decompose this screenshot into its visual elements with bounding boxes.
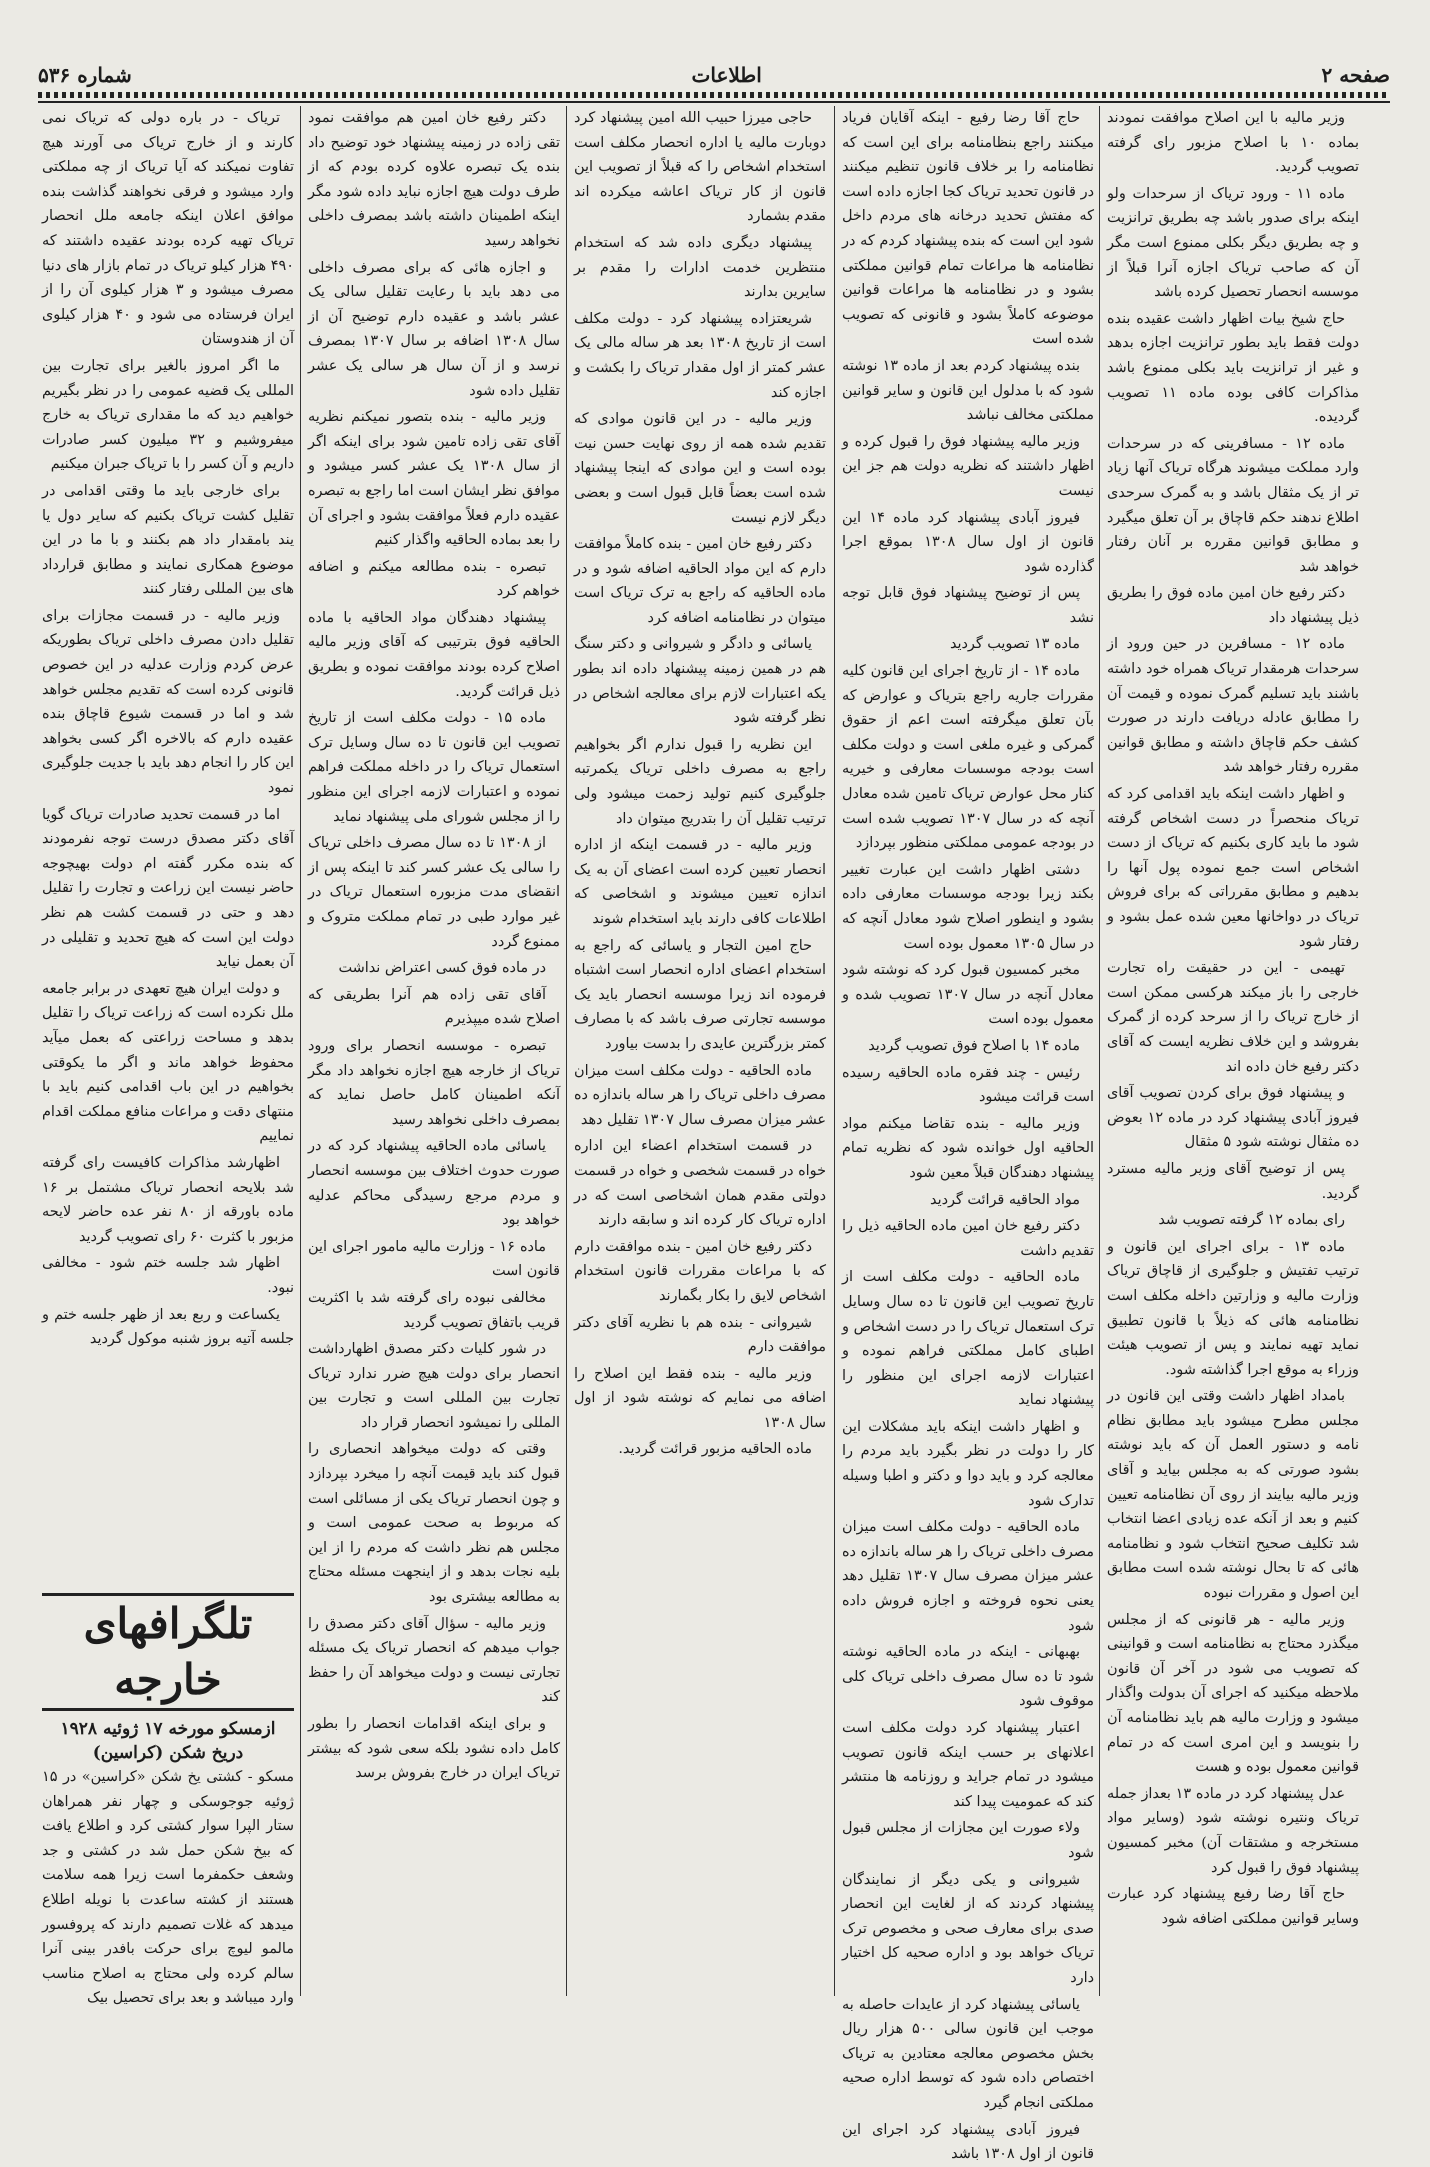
article-paragraph: عدل پیشنهاد کرد در ماده ۱۳ بعداز جمله تریاک ونتیره نوشته شود (وسایر مواد مستخرجه و مشتقات آن) مخبر کمسیون پیشنهاد فوق را قبول کرد xyxy=(1107,1785,1359,1876)
article-paragraph: بامداد اظهار داشت وقتی این قانون در مجلس مطرح میشود باید مطابق نظام نامه و دستور العمل آن که باید نوشته بشود صورتی که به مجلس بیاید و آقای وزیر مالیه بیایند از روی آن نظامنامه تعیین کنیم و بعد از آنکه عده زیادی اعضا انتخاب شد تکلیف صحیح انتخاب شود و نظامنامه هائی که تا بحال نوشته شده است مطابق این اصول و مقررات نبوده xyxy=(1107,1388,1359,1602)
article-paragraph: ماده ۱۱ - ورود تریاک از سرحدات ولو اینکه برای صدور باشد چه بطریق ترانزیت و چه بطریق دیگر بکلی ممنوع است مگر آن که صاحب تریاک اجازه آنرا قبلاً از موسسه انحصار تحصیل کرده باشد xyxy=(1107,185,1359,301)
article-paragraph: ماده ۱۵ - دولت مکلف است از تاریخ تصویب این قانون تا ده سال وسایل ترک استعمال تریاک را در داخله مملکت فراهم نموده و اعتبارات لازمه اجرای این منظور را از مجلس شورای ملی پیشنهاد نماید xyxy=(308,710,560,825)
article-paragraph: دکتر رفیع خان امین - بنده کاملاً موافقت دارم که این مواد الحاقیه اضافه شود و در ماده الحاقیه که راجع به ترک تریاک است میتوان در نظامنامه اضافه کرد xyxy=(574,536,826,626)
page-header xyxy=(38,58,1390,92)
telegram-paragraph: مسکو - کشتی یخ شکن «کراسین» در ۱۵ ژوئیه جوجوسکی و چهار نفر همراهان ستار الپرا سوار کشتی کرد و اطلاع یافت که بیخ شکن حمل شد در کشتی و جد وشعف حکمفرما است زیرا همه سلامت هستند از کشته ساعدت با نویله اطلاع میدهد که غلات تصمیم دارند که پروفسور مالمو لیوچ برای حرکت بافدر بینی آنرا سالم کرده ولی محتاج به اصلاح مناسب وارد میباشد و بعد برای تحصیل بیک xyxy=(42,1769,294,2007)
article-paragraph: شریعتزاده پیشنهاد کرد - دولت مکلف است از تاریخ ۱۳۰۸ بعد هر ساله مالی یک عشر کمتر از اول مقدار تریاک را بکشت و اجازه کند xyxy=(574,310,826,401)
issue-number: شماره ۵۳۶ xyxy=(38,63,132,87)
article-paragraph: وزیر مالیه پیشنهاد فوق را قبول کرده و اظهار داشتند که نظریه دولت هم جز این نیست xyxy=(842,433,1094,499)
article-paragraph: بنده پیشنهاد کردم بعد از ماده ۱۳ نوشته شود که با مدلول این قانون و سایر قوانین مملکتی مخالف نباشد xyxy=(842,357,1094,424)
article-paragraph: ماده ۱۴ با اصلاح فوق تصویب گردید xyxy=(868,1037,1080,1054)
article-paragraph: دکتر رفیع خان امین ماده فوق را بطریق ذیل پیشنهاد داد xyxy=(1107,585,1359,626)
article-paragraph: حاجی میرزا حبیب الله امین پیشنهاد کرد دوبارت مالیه یا اداره انحصار مکلف است استخدام اشخاص را که قبلاً از تصویب این قانون از کار تریاک اعاشه میکرده اند مقدم بشمارد xyxy=(574,110,826,225)
article-paragraph: و اظهار داشت اینکه باید اقدامی کرد که تریاک منحصراً در دست اشخاص گرفته شود ما باید کاری بکنیم که تریاک از دست اشخاص است جمع نموده پول آنها را بدهیم و مطابق مقرراتی که برای فروش تریاک در دواخانها معین شده عمل بشود و رفتار شود xyxy=(1107,786,1359,950)
foreign-telegrams-section xyxy=(42,1593,294,2007)
article-paragraph: ولاء صورت این مجازات از مجلس قبول شود xyxy=(842,1820,1094,1861)
article-paragraph: ماده الحاقیه - دولت مکلف است میزان مصرف داخلی تریاک را هر ساله باندازه ده عشر میزان مصرف سال ۱۳۰۷ تقلیل دهد xyxy=(574,1062,826,1128)
article-paragraph: این نظریه را قبول ندارم اگر بخواهیم راجع به مصرف داخلی تریاک یکمرتبه جلوگیری کنیم تولید زحمت میشود ولی ترتیب تقلیل آن را بتدریج میتوان داد xyxy=(574,736,826,827)
article-paragraph: وزیر مالیه با این اصلاح موافقت نمودند بماده ۱۰ با اصلاح مزبور رای گرفته تصویب گردید. xyxy=(1107,110,1359,176)
article-paragraph: ما اگر امروز بالغیر برای تجارت بین المللی یک قضیه عمومی را در نظر بگیریم خواهیم دید که ما مقداری تریاک به خارج میفروشیم و ۳۲ میلیون کسر صادرات داریم و آن کسر را با تریاک جبران میکنیم xyxy=(42,357,294,473)
article-paragraph: ماده ۱۳ تصویب گردید xyxy=(949,636,1080,653)
article-paragraph: رئیس - چند فقره ماده الحاقیه رسیده است قرائت میشود xyxy=(842,1064,1094,1106)
article-paragraph: پس از توضیح پیشنهاد فوق قابل توجه نشد xyxy=(842,585,1094,626)
foreign-telegrams-title: تلگرافهای خارجه xyxy=(42,1593,294,1711)
article-paragraph: دشتی اظهار داشت این عبارت تغییر بکند زیرا بودجه موسسات معارفی داده بشود و اینطور اصلاح شود معادل آنچه که در سال ۱۳۰۵ معمول بوده است xyxy=(842,861,1094,952)
column-divider xyxy=(300,106,301,1996)
article-paragraph: فیروز آبادی پیشنهاد کرد ماده ۱۴ این قانون از اول سال ۱۳۰۸ بموقع اجرا گذارده شود xyxy=(842,509,1094,575)
column-divider xyxy=(566,106,567,1996)
article-paragraph: حاج آقا رضا رفیع پیشنهاد کرد عبارت وسایر قوانین مملکتی اضافه شود xyxy=(1107,1886,1359,1927)
article-paragraph: تبصره - بنده مطالعه میکنم و اضافه خواهم کرد xyxy=(308,558,560,600)
article-paragraph: وزیر مالیه - بنده تقاضا میکنم مواد الحاقیه اول خوانده شود که نظریه تمام پیشنهاد دهندگان قبلاً معین شود xyxy=(842,1115,1094,1181)
article-paragraph: آقای تقی زاده هم آنرا بطریقی که اصلاح شده میپذیرم xyxy=(308,986,560,1028)
article-paragraph: ماده ۱۶ - وزارت مالیه مامور اجرای این قانون است xyxy=(308,1238,560,1280)
telegram-dateline: ازمسکو مورخه ۱۷ ژوئیه ۱۹۲۸ xyxy=(60,1719,276,1739)
article-paragraph: تهیمی - این در حقیقت راه تجارت خارجی را باز میکند هرکسی ممکن است از خارج تریاک را از سرحد کرده از گمرک بفروشد و این خلاف نظریه ایست که آقای دکتر رفیع خان داده اند xyxy=(1107,960,1359,1075)
article-paragraph: پیشنهاد دهندگان مواد الحاقیه با ماده الحاقیه فوق بترتیبی که آقای وزیر مالیه اصلاح کرده بودند موافقت نموده و بطریق ذیل قرائت گردید. xyxy=(308,609,560,700)
article-paragraph: شیروانی و یکی دیگر از نمایندگان پیشنهاد کردند که از لغایت این انحصار صدی برای معارف صحی و مخصوص ترک تریاک خواهد بود و اداره صحیه کل اختیار دارد xyxy=(842,1871,1094,1986)
column-2 xyxy=(842,106,1094,2163)
column-1 xyxy=(1107,106,1359,1994)
header-rule xyxy=(38,101,1390,103)
article-paragraph: در قسمت استخدام اعضاء این اداره خواه در قسمت شخصی و خواه در قسمت دولتی مقدم همان اشخاصی است که در اداره تریاک کار کرده اند و سابقه دارند xyxy=(574,1138,826,1229)
column-5 xyxy=(42,106,294,1581)
page-number: صفحه ۲ xyxy=(1321,63,1390,87)
article-paragraph: اعتبار پیشنهاد کرد دولت مکلف است اعلانهای بر حسب اینکه قانون تصویب میشود در تمام جراید و روزنامه ها منتشر کند که عمومیت پیدا کند xyxy=(842,1720,1094,1810)
article-paragraph: دکتر رفیع خان امین ماده الحاقیه ذیل را تقدیم داشت xyxy=(842,1218,1094,1259)
article-paragraph: ماده ۱۳ - برای اجرای این قانون و ترتیب تفتیش و جلوگیری از قاچاق تریاک وزارت مالیه و وزارتین داخله مکلف است نظامنامه هائی که ذیلاً با قانون تطبیق نماید تهیه نمایند و پس از تصویب هیئت وزراء به موقع اجرا گذاشته شود. xyxy=(1107,1238,1359,1378)
header-ornament-rule xyxy=(38,92,1390,98)
article-paragraph: حاج امین التجار و یاسائی که راجع به استخدام اعضای اداره انحصار است اشتباه فرموده اند زیرا موسسه انحصار باید یک موسسه تجارتی صرف باشد که با مصارف کمتر بزرگترین عایدی را بدست بیاورد xyxy=(574,937,826,1052)
article-paragraph: ماده الحاقیه مزبور قرائت گردید. xyxy=(618,1441,812,1458)
article-paragraph: یاسائی پیشنهاد کرد از عایدات حاصله به موجب این قانون سالی ۵۰۰ هزار ریال بخش مخصوص معالجه معتادین به تریاک اختصاص داده شود که توسط اداره صحیه مملکتی انجام گیرد xyxy=(842,1996,1094,2111)
article-paragraph: ماده ۱۴ - از تاریخ اجرای این قانون کلیه مقررات جاریه راجع بتریاک و عوارض که بآن تعلق میگرفته است اعم از حقوق گمرکی و غیره ملغی است و دولت مکلف است بودجه موسسات معارفی و خیریه کنار محل عوارض تریاک تامین شده معادل آنچه که در سال ۱۳۰۷ تصویب شده است در بودجه عمومی مملکتی منظور بپردازد xyxy=(842,663,1094,852)
article-paragraph: وزیر مالیه - در قسمت اینکه از اداره انحصار تعیین کرده است اعضای آن به یک اندازه تعیین میشوند و اشخاصی که اطلاعات کافی دارند باید استخدام شوند xyxy=(574,837,826,927)
article-paragraph: یاسائی ماده الحاقیه پیشنهاد کرد که در صورت حدوث اختلاف بین موسسه انحصار و مردم مرجع رسیدگی محاکم عدلیه خواهد بود xyxy=(308,1138,560,1229)
article-paragraph: وزیر مالیه - در قسمت مجازات برای تقلیل دادن مصرف داخلی تریاک بطوریکه عرض کردم وزارت عدلیه در این خصوص قانونی کرده است که تقدیم مجلس خواهد شد و اما در قسمت شیوع قاچاق بنده عقیده دارم که بالاخره اگر کسی بخواهد این کار را انجام دهد باید با جدیت جلوگیری نمود xyxy=(42,607,294,797)
article-paragraph: مخبر کمسیون قبول کرد که نوشته شود معادل آنچه در سال ۱۳۰۷ تصویب شده و معمول بوده است xyxy=(842,962,1094,1028)
article-paragraph: پس از توضیح آقای وزیر مالیه مسترد گردید. xyxy=(1107,1160,1359,1202)
article-paragraph: تریاک - در باره دولی که تریاک نمی کارند و از خارج تریاک می آورند هیچ تفاوت نمیکند که آیا تریاک از چه مملکتی وارد میشود و فرقی نخواهند گذاشت بنده موافق اعلان اینکه جامعه ملل انحصار تریاک تهیه کرده بودند عقیده داشتند که ۴۹۰ هزار کیلو تریاک در تمام بازار های دنیا مصرف میشود و ۳ هزار کیلوی آن را از ایران فرستاده می شود و ۴۰ هزار کیلوی آن از هندوستان xyxy=(42,110,294,348)
article-paragraph: مخالفی نبوده رای گرفته شد با اکثریت قریب باتفاق تصویب گردید xyxy=(308,1289,560,1331)
article-paragraph: پیشنهاد دیگری داده شد که استخدام منتظرین خدمت ادارات را مقدم بر سایرین بدارند xyxy=(574,234,826,301)
telegram-body xyxy=(42,1765,294,2011)
article-paragraph: رای بماده ۱۲ گرفته تصویب شد xyxy=(1158,1212,1345,1229)
article-paragraph: و برای اینکه اقدامات انحصار را بطور کامل داده نشود بلکه سعی شود که بیشتر تریاک ایران در خارج بفروش برسد xyxy=(308,1716,560,1782)
article-paragraph: شیروانی - بنده هم با نظریه آقای دکتر موافقت دارم xyxy=(574,1314,826,1356)
article-paragraph: تبصره - موسسه انحصار برای ورود تریاک از خارجه هیچ اجازه نخواهد داد مگر آنکه اطمینان کامل حاصل نماید که بمصرف داخلی نخواهد رسید xyxy=(308,1037,560,1128)
column-divider xyxy=(834,106,835,1996)
article-paragraph: دکتر رفیع خان امین هم موافقت نمود تقی زاده در زمینه پیشنهاد خود توضیح داد بنده یک تبصره علاوه کرده بودم که از طرف دولت هیچ اجازه نباید داده شود مگر اینکه اطمینان داشته باشد بمصرف داخلی نخواهد رسید xyxy=(308,110,560,249)
article-paragraph: وزیر مالیه - بنده بتصور نمیکنم نظریه آقای تقی زاده تامین شود برای اینکه اگر از سال ۱۳۰۸ یک عشر کسر میشود و موافق نظر ایشان است اما راجع به تبصره عقیده دارم فعلاً موافقت بشود و اجرای آن را بعد بماده الحاقیه واگذار کنیم xyxy=(308,409,560,549)
article-paragraph: اظهارشد مذاکرات کافیست رای گرفته شد بلایحه انحصار تریاک مشتمل بر ۱۶ ماده باورقه از ۸۰ نفر عده حاضر لایحه مزبور با کثرت ۶۰ رای تصویب گردید xyxy=(42,1154,294,1245)
article-paragraph: از ۱۳۰۸ تا ده سال مصرف داخلی تریاک را سالی یک عشر کسر کند تا اینکه پس از انقضای مدت مزبوره استعمال تریاک در غیر موارد طبی در تمام مملکت متروک و ممنوع گردد xyxy=(308,835,560,950)
article-paragraph: مواد الحاقیه قرائت گردید xyxy=(930,1191,1080,1208)
article-paragraph: حاج شیخ بیات اظهار داشت عقیده بنده دولت فقط باید بطور ترانزیت اجازه بدهد و غیر از ترانزیت باید بکلی ممنوع باشد مذاکرات کافی بوده ماده ۱۱ تصویب گردیده. xyxy=(1107,310,1359,426)
article-paragraph: ماده الحاقیه - دولت مکلف است میزان مصرف داخلی تریاک را هر ساله باندازه ده عشر میزان مصرف سال ۱۳۰۷ تقلیل دهد یعنی نحوه فروخته و اجازه فروش داده شود xyxy=(842,1519,1094,1634)
article-paragraph: و اظهار داشت اینکه باید مشکلات این کار را دولت در نظر بگیرد باید مردم را معالجه کرد و باید دوا و دکتر و اطبا وسیله تدارک شود xyxy=(842,1418,1094,1509)
article-paragraph: اما در قسمت تحدید صادرات تریاک گویا آقای دکتر مصدق درست توجه نفرمودند که بنده مکرر گفته ام دولت بهیچوجه حاضر نیست این زراعت و تجارت را تقلیل دهد و حتی در قسمت کشت هم نظر دولت این است که هیچ تحدید و تقلیلی در آن بعمل نیاید xyxy=(42,806,294,971)
column-4 xyxy=(308,106,560,1994)
paper-name: اطلاعات xyxy=(691,63,762,87)
article-paragraph: اظهار شد جلسه ختم شود - مخالفی نبود. xyxy=(42,1255,294,1296)
article-paragraph: فیروز آبادی پیشنهاد کرد اجرای این قانون از اول ۱۳۰۸ باشد xyxy=(842,2121,1094,2163)
article-paragraph: بهبهانی - اینکه در ماده الحاقیه نوشته شود تا ده سال مصرف داخلی تریاک کلی موقوف شود xyxy=(842,1644,1094,1710)
article-paragraph: ماده الحاقیه - دولت مکلف است از تاریخ تصویب این قانون تا ده سال وسایل ترک استعمال تریاک را در دست اشخاص و اطبای کامل مملکتی فراهم نموده و اعتبارات لازمه اجرای این منظور را پیشنهاد نماید xyxy=(842,1269,1094,1409)
article-paragraph: وزیر مالیه - در این قانون موادی که تقدیم شده همه از روی نهایت حسن نیت بوده است و این موادی که اینجا پیشنهاد شده است بعضاً قابل قبول است و بعضی دیگر لازم نیست xyxy=(574,411,826,526)
article-paragraph: و دولت ایران هیچ تعهدی در برابر جامعه ملل نکرده است که زراعت تریاک را تقلیل بدهد و مساحت زراعتی که بعمل میآید محفوظ خواهد ماند و اگر ما یکوقتی بخواهیم در این باب اقدامی کنیم باید با منتهای دقت و مراعات منافع مملکت اقدام نماییم xyxy=(42,980,294,1145)
article-paragraph: وقتی که دولت میخواهد انحصاری را قبول کند باید قیمت آنچه را میخرد بپردازد و چون انحصار تریاک یکی از مسائلی است که مربوط به صحت عمومی است و مجلس هم نظر داشت که مردم را از این بلیه نجات بدهد و از اینجهت مسئله محتاج به مطالعه بیشتری بود xyxy=(308,1441,560,1606)
article-paragraph: در ماده فوق کسی اعتراض نداشت xyxy=(338,960,546,977)
column-divider xyxy=(1099,106,1100,1996)
article-paragraph: ماده ۱۲ - مسافرین در حین ورود از سرحدات هرمقدار تریاک همراه خود داشته باشند باید تسلیم گمرک نموده و قیمت آن را مطابق عادله دریافت دارند در صورت کشف حکم قاچاق داشته و مطابق قوانین مقرره رفتار خواهد شد xyxy=(1107,636,1359,776)
article-paragraph: ماده ۱۲ - مسافرینی که در سرحدات وارد مملکت میشوند هرگاه تریاک آنها زیاد تر از یک مثقال باشد و به گمرک سرحدی اطلاع ندهند حکم قاچاق بر آن تعلق میگیرد و مطابق قوانین مقرره بر آنان رفتار خواهد شد xyxy=(1107,435,1359,575)
telegram-subhead: دریخ شکن (کراسین) xyxy=(92,1743,244,1763)
article-paragraph: یکساعت و ربع بعد از ظهر جلسه ختم و جلسه آتیه بروز شنبه موکول گردید xyxy=(42,1306,294,1348)
article-paragraph: وزیر مالیه - سؤال آقای دکتر مصدق را جواب میدهم که انحصار تریاک یک مسئله تجارتی نیست و دولت میخواهد آن را حفظ کند xyxy=(308,1615,560,1706)
article-paragraph: وزیر مالیه - هر قانونی که از مجلس میگذرد محتاج به نظامنامه است و قوانینی که تصویب می شود در آخر آن قانون ملاحظه میکنید که اجرای آن بدولت واگذار میشود و وزارت مالیه هم باید نظامنامه آن را بنویسد و این امری است که در تمام قوانین معمول بوده و هست xyxy=(1107,1611,1359,1776)
article-paragraph: یاسائی و دادگر و شیروانی و دکتر سنگ هم در همین زمینه پیشنهاد داده اند بطور یکه اعتبارات لازم برای معالجه اشخاص در نظر گرفته شود xyxy=(574,636,826,727)
article-paragraph: دکتر رفیع خان امین - بنده موافقت دارم که با مراعات مقررات قانون استخدام اشخاص لایق را بکار بگمارند xyxy=(574,1238,826,1304)
article-paragraph: و پیشنهاد فوق برای کردن تصویب آقای فیروز آبادی پیشنهاد کرد در ماده ۱۲ بعوض ده مثقال نوشته شود ۵ مثقال xyxy=(1107,1085,1359,1151)
column-3 xyxy=(574,106,826,1994)
article-paragraph: برای خارجی باید ما وقتی اقدامی در تقلیل کشت تریاک بکنیم که سایر دول یا یند بامقدار داد هم بکنند و با ما در این موضوع همکاری نمایند و مطابق قرارداد های بین المللی رفتار کنند xyxy=(42,482,294,598)
article-paragraph: و اجازه هائی که برای مصرف داخلی می دهد باید با رعایت تقلیل سالی یک عشر باشد و عقیده دارم توضیح آن از سال ۱۳۰۸ اضافه بر سال ۱۳۰۷ بمصرف نرسد و از آن سال هر سالی یک عشر تقلیل داده شود xyxy=(308,259,560,399)
article-paragraph: وزیر مالیه - بنده فقط این اصلاح را اضافه می نمایم که نوشته شود از اول سال ۱۳۰۸ xyxy=(574,1365,826,1431)
article-paragraph: در شور کلیات دکتر مصدق اظهارداشت انحصار برای دولت هیچ ضرر ندارد تریاک تجارت بین المللی است و تجارت بین المللی را نمیشود انحصار قرار داد xyxy=(308,1341,560,1431)
article-paragraph: حاج آقا رضا رفیع - اینکه آقایان فریاد میکنند راجع بنظامنامه برای این است که نظامنامه را بر خلاف قانون تنظیم میکنند در قانون تحدید تریاک کجا اجازه داده است که مفتش تحدید درخانه های مردم داخل شود این است که بنده پیشنهاد کردم که در نظامنامه ها مراعات تمام قوانین مملکتی بشود و در نظامنامه ها مراعات قوانین موضوعه کاملاً بشود و قانونی که تصویب شده است xyxy=(842,110,1094,348)
